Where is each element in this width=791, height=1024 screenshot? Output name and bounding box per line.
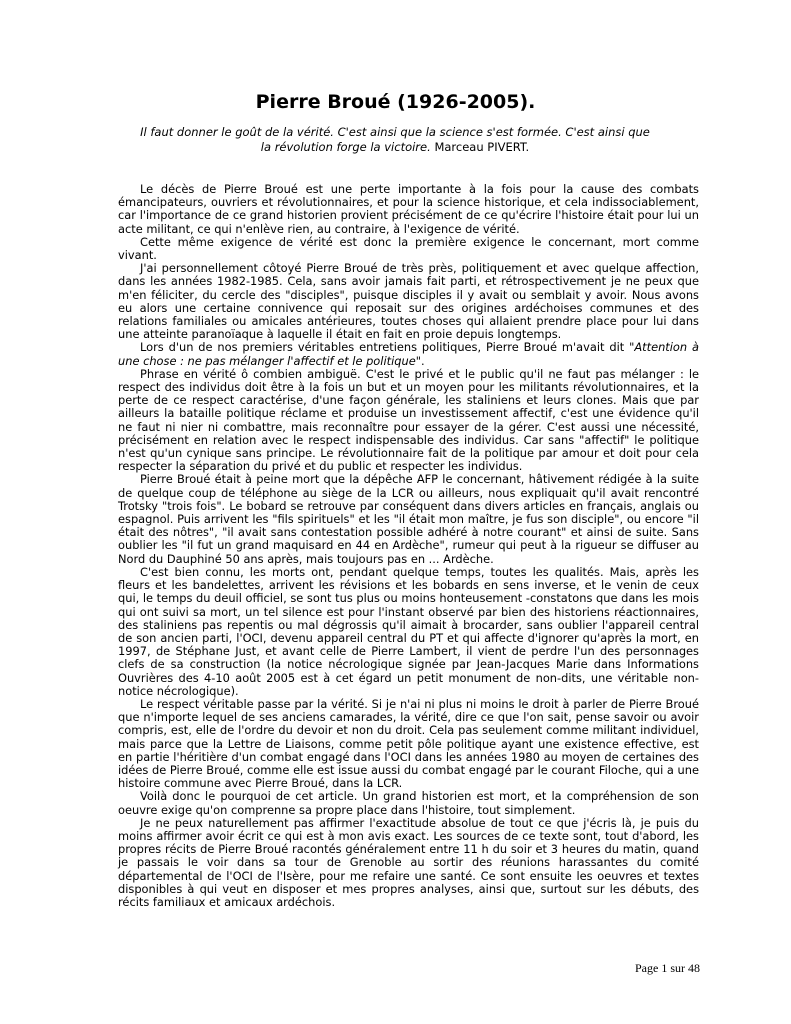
epigraph-author: Marceau PIVERT. bbox=[434, 139, 530, 154]
article-body bbox=[118, 183, 699, 909]
paragraph: Je ne peux naturellement pas affirmer l'exactitude absolue de tout ce que j'écris là, je puis du moins affirmer avoir écrit ce qui est à mon avis exact. Les sources de ce texte sont, tout d'abord, les propres récits de Pierre Broué racontés généralement entre 11 h du soir et 3 heures du matin, quand je passais le voir dans sa tour de Grenoble au sortir des réunions harassantes du comité départemental de l'OCI de l'Isère, pour me refaire une santé. Ce sont ensuite les oeuvres et textes disponibles à qui veut en disposer et mes propres analyses, ainsi que, surtout sur les débuts, des récits familiaux et amicaux ardéchois. bbox=[118, 815, 699, 909]
epigraph bbox=[140, 125, 650, 154]
page-number: Page 1 sur 48 bbox=[635, 961, 700, 975]
paragraph-quote-end: . bbox=[420, 353, 425, 368]
paragraph: Cette même exigence de vérité est donc la première exigence le concernant, mort comme vivant. bbox=[118, 234, 699, 263]
paragraph: C'est bien connu, les morts ont, pendant quelque temps, toutes les qualités. Mais, après les fleurs et les bandelettes, arrivent les révisions et les bobards en sens inverse, et le venin de ceux qui, le temps du deuil officiel, se sont tus plus ou moins honteusement -constatons que dans les mois qui ont suivi sa mort, un tel silence est pour l'instant observé par bien des historiens réactionnaires, des staliniens pas repentis ou mal dégrossis qu'il aimait à brocarder, sans oublier l'appareil central de son ancien parti, l'OCI, devenu appareil central du PT et qui affecte d'ignorer qu'après la mort, en 1997, de Stéphane Just, et avant celle de Pierre Lambert, il vient de perdre l'un des personnages clefs de sa construction (la notice nécrologique signée par Jean-Jacques Marie dans Informations Ouvrières des 4-10 août 2005 est à cet égard un petit monument de non-dits, une véritable non-notice nécrologique). bbox=[118, 564, 699, 698]
paragraph: Voilà donc le pourquoi de cet article. Un grand historien est mort, et la compréhension de son oeuvre exige qu'on comprenne sa propre place dans l'histoire, tout simplement. bbox=[118, 789, 699, 817]
paragraph: Phrase en vérité ô combien ambiguë. C'est le privé et le public qu'il ne faut pas mélanger : le respect des individus doit être à la fois un but et un moyen pour les militants révolutionnaires, et la perte de ce respect caractérise, d'une façon générale, les staliniens et leurs clones. Mais que par ailleurs la bataille politique réclame et produise un investissement affectif, c'est une évidence qu'il ne faut ni nier ni combattre, mais reconnaître pour essayer de la gérer. C'est aussi une nécessité, précisément en relation avec le respect indispensable des individus. Car sans "affectif" le politique n'est qu'un cynique sans principe. Le révolutionnaire fait de la politique par amour et doit pour cela respecter la séparation du privé et du public et respecter les individus. bbox=[118, 366, 699, 474]
inline-quote: "Attention à une chose : ne pas mélanger l'affectif et le politique" bbox=[118, 340, 699, 368]
paragraph-quote-lead: Lors d'un de nos premiers véritables entretiens politiques, Pierre Broué m'avait dit bbox=[140, 340, 630, 355]
epigraph-quote: Il faut donner le goût de la vérité. C'est ainsi que la science s'est formée. C'est ainsi que la révolution forge la victoire. bbox=[140, 125, 650, 154]
paragraph: Le respect véritable passe par la vérité. Si je n'ai ni plus ni moins le droit à parler de Pierre Broué que n'importe lequel de ses anciens camarades, la vérité, dire ce que l'on sait, pense savoir ou avoir compris, est, elle de l'ordre du devoir et non du droit. Cela pas seulement comme militant individuel, mais parce que la Lettre de Liaisons, comme petit pôle politique ayant une existence effective, est en partie l'héritière d'un combat engagé dans l'OCI dans les années 1980 au moyen de certaines des idées de Pierre Broué, comme elle est issue aussi du combat engagé par le courant Filoche, qui a une histoire commune avec Pierre Broué, dans la LCR. bbox=[118, 696, 699, 791]
paragraph: Le décès de Pierre Broué est une perte importante à la fois pour la cause des combats émancipateurs, ouvriers et révolutionnaires, et pour la science historique, et cela indissociablement, car l'importance de ce grand historien provient précisément de ce qu'écrire l'histoire était pour lui un acte militant, ce qui n'enlève rien, au contraire, à l'exigence de vérité. bbox=[118, 182, 699, 236]
paragraph-with-quote bbox=[118, 341, 699, 367]
paragraph: J'ai personnellement côtoyé Pierre Broué de très près, politiquement et avec quelque affection, dans les années 1982-1985. Cela, sans avoir jamais fait parti, et rétrospectivement je ne peux que m'en féliciter, du cercle des "disciples", puisque disciples il y avait ou semblait y avoir. Nous avons eu alors une certaine connivence qui reposait sur des origines ardéchoises communes et des relations familiales ou amicales antérieures, toutes choses qui allaient prendre place pour lui dans une atteinte paranoïaque à laquelle il était en fait en proie depuis longtemps. bbox=[118, 261, 699, 342]
paragraph: Pierre Broué était à peine mort que la dépêche AFP le concernant, hâtivement rédigée à la suite de quelque coup de téléphone au siège de la LCR ou ailleurs, nous expliquait qu'il avait rencontré Trotsky "trois fois". Le bobard se retrouve par conséquent dans divers articles en français, anglais ou espagnol. Puis arrivent les "fils spirituels" et les "il était mon maître, je fus son disciple", ou encore "il était des nôtres", "il avait sans contestation possible adhéré à notre courant" et ainsi de suite. Sans oublier les "il fut un grand maquisard en 44 en Ardèche", rumeur qui peut à la rigueur se diffuser au Nord du Dauphiné 50 ans après, mais toujours pas en ... Ardèche. bbox=[118, 472, 699, 566]
page-title: Pierre Broué (1926-2005). bbox=[255, 91, 536, 113]
